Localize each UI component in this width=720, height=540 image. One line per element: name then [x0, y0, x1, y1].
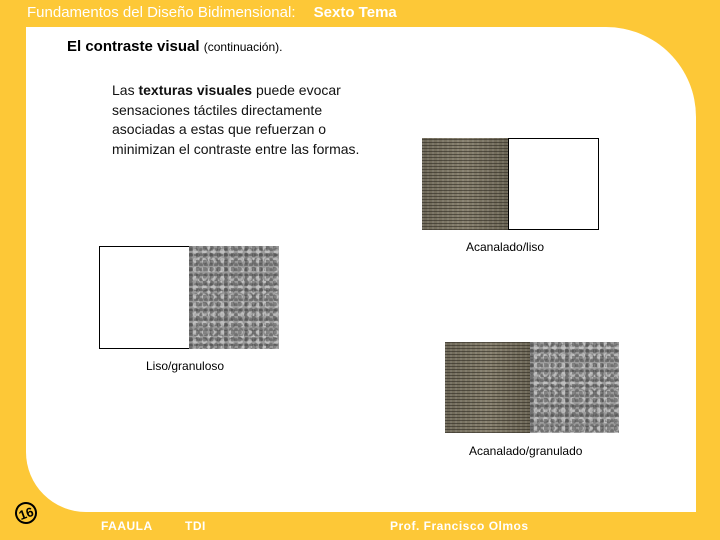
slide-subtitle: (continuación).	[203, 40, 283, 54]
body-text-after: puede evocar sensaciones táctiles directamente asociadas a estas que refuerzan o minimizan el contraste entre las formas.	[112, 82, 360, 157]
caption-smooth-grainy: Liso/granuloso	[146, 359, 225, 373]
grainy-texture-swatch	[530, 342, 619, 433]
footer-course-code: TDI	[185, 519, 206, 533]
body-paragraph	[112, 81, 387, 159]
ribbed-texture-swatch	[445, 342, 531, 433]
topic-title: Sexto Tema	[313, 4, 397, 21]
ribbed-texture-swatch	[422, 138, 509, 230]
smooth-swatch	[99, 246, 190, 349]
body-text-highlight: texturas visuales	[138, 82, 253, 98]
grainy-texture-swatch	[189, 246, 279, 349]
slide-title: El contraste visual	[67, 38, 200, 55]
caption-ribbed-grainy: Acanalado/granulado	[469, 444, 583, 458]
slide-heading	[67, 38, 282, 55]
course-title: Fundamentos del Diseño Bidimensional:	[27, 4, 296, 21]
page-number-badge: 16	[12, 499, 40, 527]
smooth-swatch	[508, 138, 599, 230]
body-text-before: Las	[112, 82, 139, 98]
footer-author: Prof. Francisco Olmos	[390, 519, 529, 533]
caption-ribbed-smooth: Acanalado/liso	[466, 240, 545, 254]
slide-header	[27, 4, 397, 26]
footer-school: FAAULA	[101, 519, 153, 533]
